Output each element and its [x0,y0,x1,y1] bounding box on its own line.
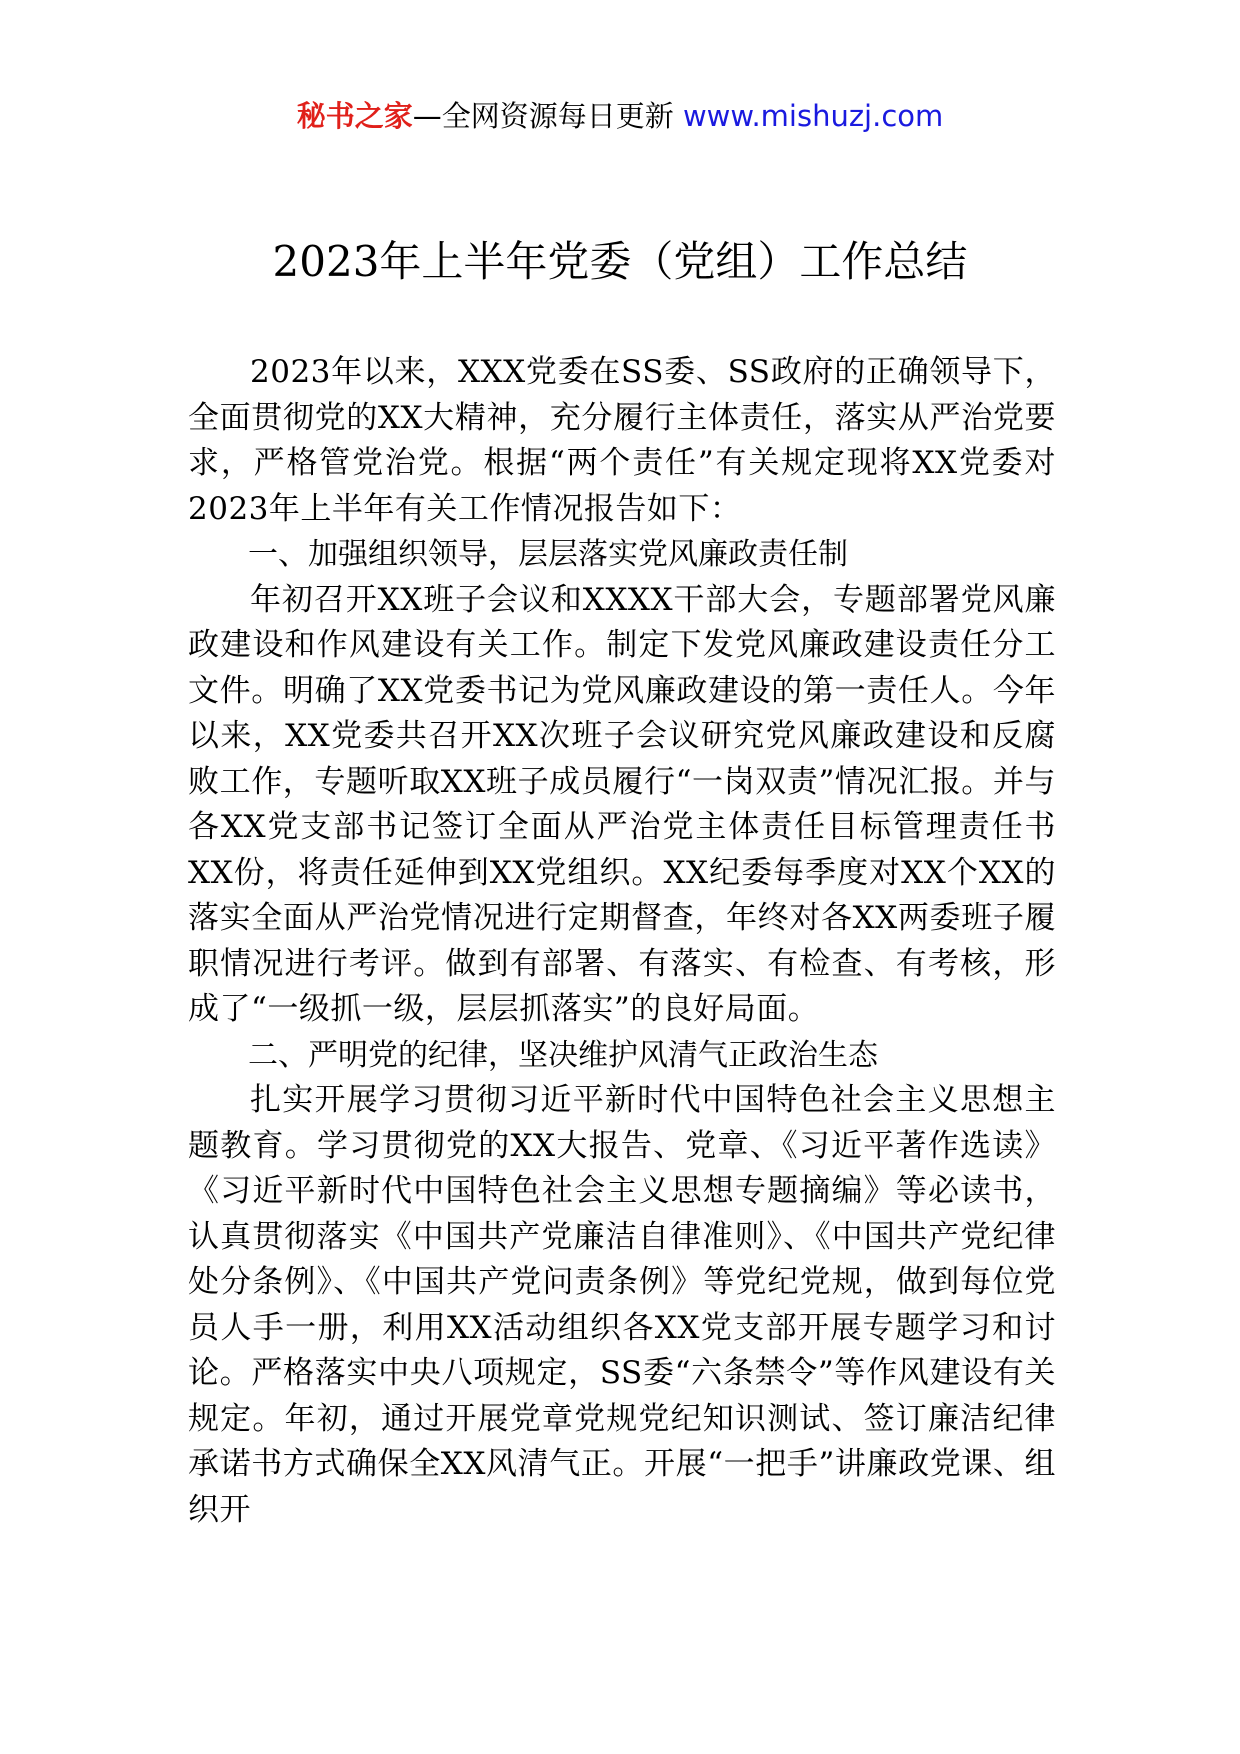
brand-name: 秘书之家 [296,99,413,133]
site-header [0,96,1240,136]
section-1-heading: 一、加强组织领导，层层落实党风廉政责任制 [248,537,848,572]
section-1-paragraph: 年初召开XX班子会议和XXXX干部大会，专题部署党风廉政建设和作风建设有关工作。制定下发党风廉政建设责任分工文件。明确了XX党委书记为党风廉政建设的第一责任人。今年以来，XX党委共召开XX次班子会议研究党风廉政建设和反腐败工作，专题听取XX班子成员履行“一岗双责”情况汇报。并与各XX党支部书记签订全面从严治党主体责任目标管理责任书XX份，将责任延伸到XX党组织。XX纪委每季度对XX个XX的落实全面从严治党情况进行定期督查，年终对各XX两委班子履职情况进行考评。做到有部署、有落实、有检查、有考核，形成了“一级抓一级，层层抓落实”的良好局面。 [188,581,1056,1027]
section-2-heading: 二、严明党的纪律，坚决维护风清气正政治生态 [248,1037,878,1073]
site-url-link[interactable]: www.mishuzj.com [682,99,944,133]
intro-paragraph: 2023年以来，XXX党委在SS委、SS政府的正确领导下，全面贯彻党的XX大精神，充分履行主体责任，落实从严治党要求，严格管党治党。根据“两个责任”有关规定现将XX党委对2023年上半年有关工作情况报告如下： [188,354,1056,527]
document-body [188,350,1056,1533]
section-2-paragraph: 扎实开展学习贯彻习近平新时代中国特色社会主义思想主题教育。学习贯彻党的XX大报告、党章、《习近平著作选读》《习近平新时代中国特色社会主义思想专题摘编》等必读书，认真贯彻落实《中国共产党廉洁自律准则》、《中国共产党纪律处分条例》、《中国共产党问责条例》等党纪党规，做到每位党员人手一册，利用XX活动组织各XX党支部开展专题学习和讨论。严格落实中央八项规定，SS委“六条禁令”等作风建设有关规定。年初，通过开展党章党规党纪知识测试、签订廉洁纪律承诺书方式确保全XX风清气正。开展“一把手”讲廉政党课、组织开 [188,1082,1056,1528]
header-slogan: —全网资源每日更新 [412,99,674,133]
document-title: 2023年上半年党委（党组）工作总结 [272,237,968,286]
